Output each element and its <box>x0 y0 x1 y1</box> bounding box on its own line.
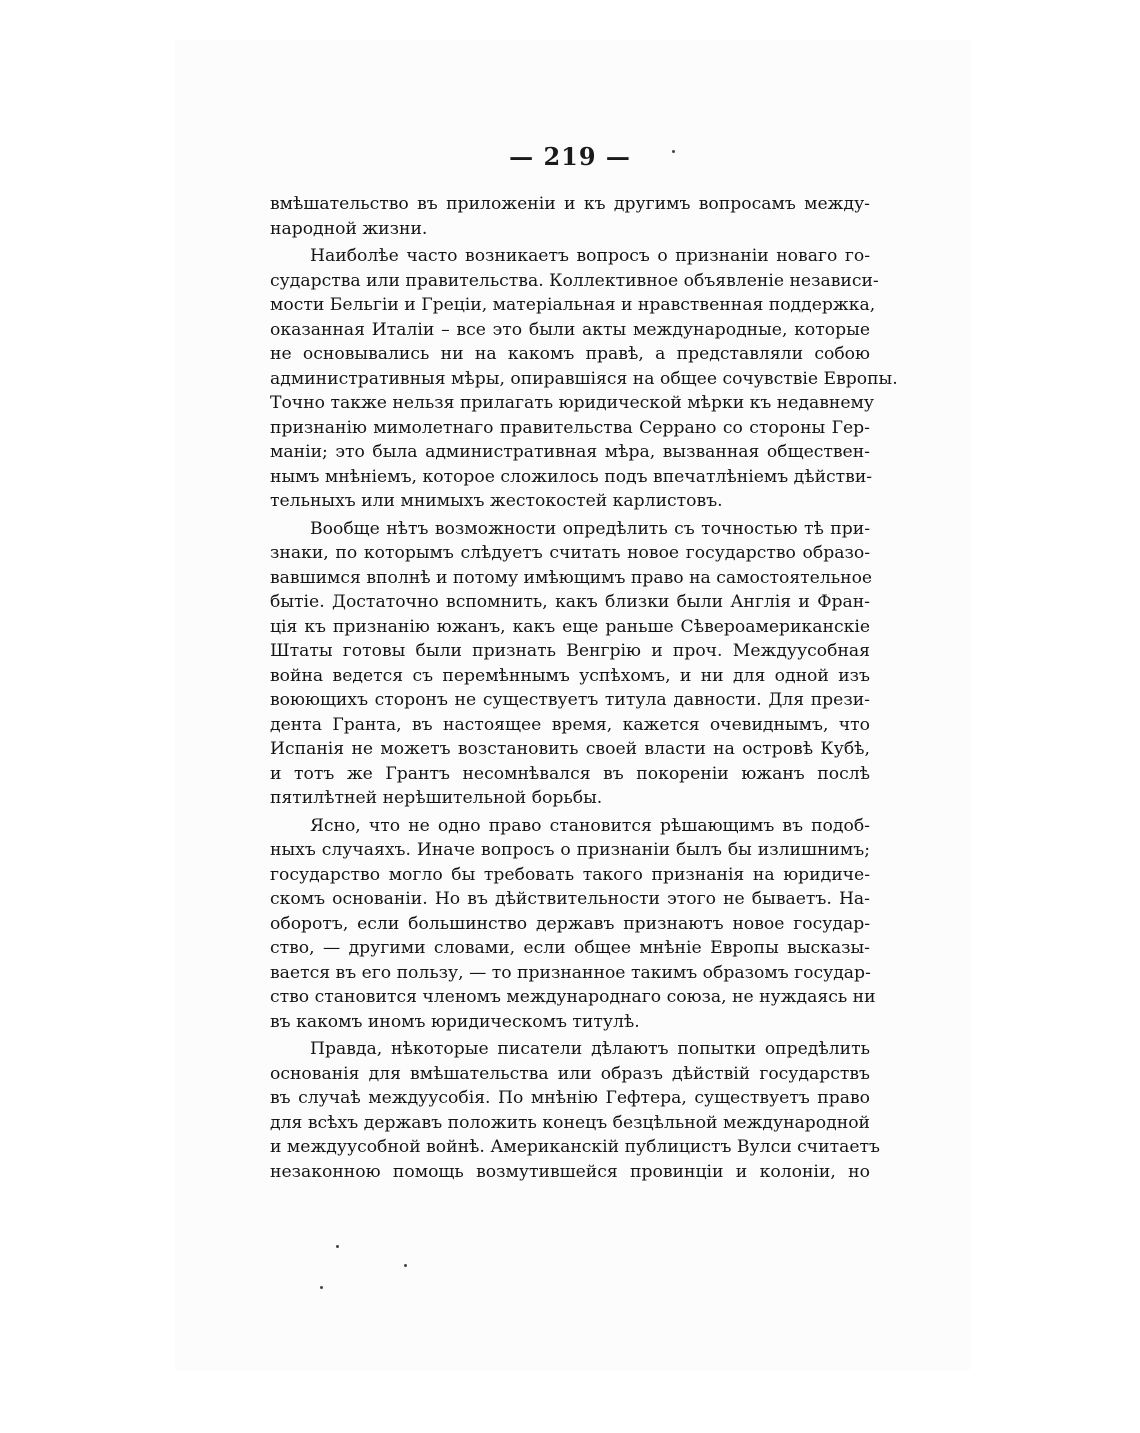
page-number: — 219 — <box>509 142 631 171</box>
text-line: основанія для вмѣшательства или образъ дѣйствій государствъ <box>270 1063 870 1084</box>
text-line: Вообще нѣтъ возможности опредѣлить съ точностью тѣ при- <box>310 518 870 539</box>
text-line: нымъ мнѣніемъ, которое сложилось подъ впечатлѣніемъ дѣйстви- <box>270 466 873 487</box>
text-line: дента Гранта, въ настоящее время, кажется очевиднымъ, что <box>270 714 870 735</box>
text-line: вается въ его пользу, — то признанное такимъ образомъ государ- <box>270 962 871 983</box>
text-line: въ случаѣ междуусобія. По мнѣнію Гефтера, существуетъ право <box>270 1088 870 1108</box>
text-line: ство становится членомъ международнаго союза, не нуждаясь ни <box>270 987 876 1007</box>
paragraph-2 <box>270 244 898 514</box>
text-line: бытіе. Достаточно вспомнить, какъ близки были Англія и Фран- <box>270 592 870 612</box>
text-line: оборотъ, если большинство державъ признаютъ новое государ- <box>270 913 870 934</box>
body-text <box>270 192 898 1187</box>
text-line: Испанія не можетъ возстановить своей власти на островѣ Кубѣ, <box>270 739 870 759</box>
text-line: Наиболѣе часто возникаетъ вопросъ о признаніи новаго го- <box>310 246 870 266</box>
text-line: сударства или правительства. Коллективное объявленіе независи- <box>270 270 879 291</box>
scan-speck <box>404 1264 407 1267</box>
text-line: маніи; это была административная мѣра, вызванная обществен- <box>270 442 870 462</box>
text-line: тельныхъ или мнимыхъ жестокостей карлистовъ. <box>270 491 723 511</box>
paragraph-4 <box>270 814 876 1035</box>
paragraph-1 <box>270 192 870 241</box>
text-line: Штаты готовы были признать Венгрію и проч. Междуусобная <box>270 641 870 661</box>
text-line: Точно также нельзя прилагать юридической мѣрки къ недавнему <box>270 393 875 413</box>
text-line: и тотъ же Грантъ несомнѣвался въ покореніи южанъ послѣ <box>270 763 870 784</box>
scan-speck <box>320 1286 323 1289</box>
text-line: и междуусобной войнѣ. Американскій публицистъ Вулси считаетъ <box>270 1137 880 1157</box>
text-line: признанію мимолетнаго правительства Серрано со стороны Гер- <box>270 417 870 438</box>
text-line: вавшимся вполнѣ и потому имѣющимъ право на самостоятельное <box>270 567 873 588</box>
text-line: скомъ основаніи. Но въ дѣйствительности этого не бываетъ. На- <box>270 889 870 909</box>
text-line: въ какомъ иномъ юридическомъ титулѣ. <box>270 1011 640 1032</box>
text-line: незаконною помощь возмутившейся провинціи и колоніи, но <box>270 1161 870 1182</box>
text-line: ныхъ случаяхъ. Иначе вопросъ о признаніи былъ бы излишнимъ; <box>270 840 870 860</box>
text-line: мости Бельгіи и Греціи, матеріальная и нравственная поддержка, <box>270 295 876 315</box>
text-line: воюющихъ сторонъ не существуетъ титула давности. Для прези- <box>270 690 870 710</box>
text-line: вмѣшательство въ приложеніи и къ другимъ вопросамъ между- <box>270 194 870 214</box>
text-line: административныя мѣры, опиравшіяся на общее сочувствіе Европы. <box>270 368 898 389</box>
text-line: Правда, нѣкоторые писатели дѣлаютъ попытки опредѣлить <box>310 1039 870 1059</box>
scan-speck <box>336 1245 339 1248</box>
paragraph-3 <box>270 517 873 811</box>
paragraph-5 <box>270 1037 880 1184</box>
text-line: знаки, по которымъ слѣдуетъ считать новое государство образо- <box>270 543 870 563</box>
text-line: ція къ признанію южанъ, какъ еще раньше Сѣвероамериканскіе <box>270 616 870 637</box>
text-line: не основывались ни на какомъ правѣ, а представляли собою <box>270 344 870 364</box>
text-line: для всѣхъ державъ положить конецъ безцѣльной международной <box>270 1112 870 1133</box>
text-line: ство, — другими словами, если общее мнѣніе Европы высказы- <box>270 938 870 958</box>
text-line: государство могло бы требовать такого признанія на юридиче- <box>270 864 870 885</box>
text-line: оказанная Италіи – все это были акты международные, которые <box>270 319 870 340</box>
text-line: пятилѣтней нерѣшительной борьбы. <box>270 788 603 808</box>
text-line: Ясно, что не одно право становится рѣшающимъ въ подоб- <box>310 815 870 836</box>
text-line: война ведется съ перемѣннымъ успѣхомъ, и ни для одной изъ <box>270 665 870 686</box>
text-line: народной жизни. <box>270 218 428 239</box>
scan-speck <box>672 150 675 153</box>
